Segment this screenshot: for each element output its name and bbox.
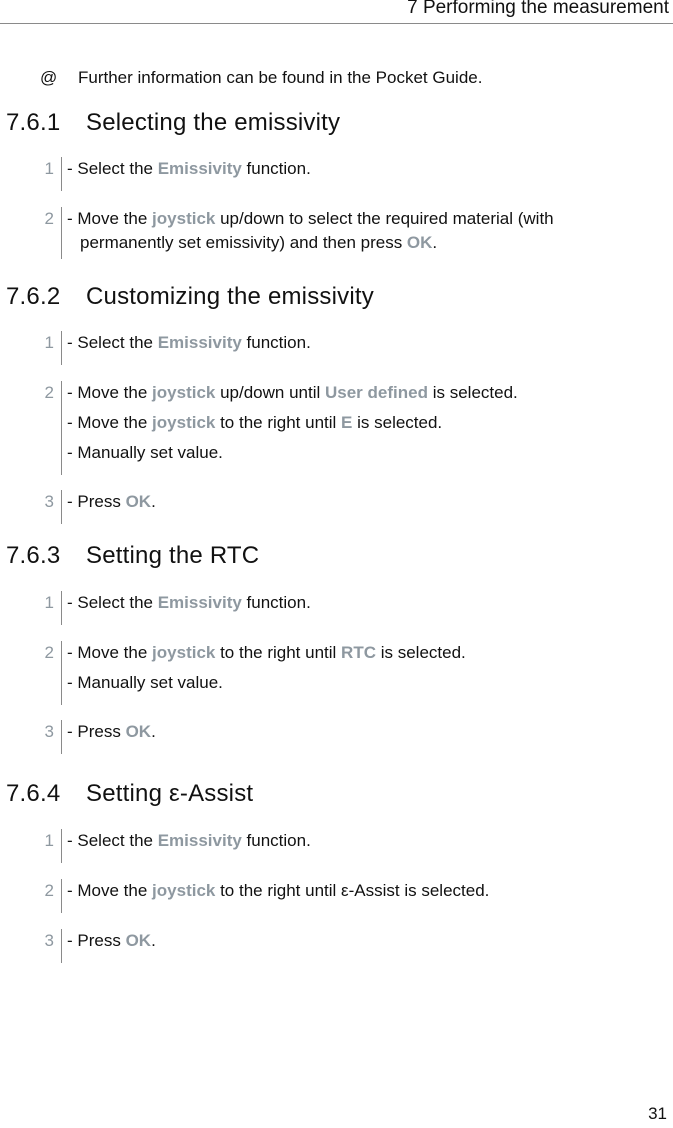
step-line bbox=[67, 207, 660, 231]
page-number: 31 bbox=[648, 1104, 667, 1123]
step-text: function. bbox=[241, 333, 311, 352]
step bbox=[40, 331, 660, 365]
step-divider bbox=[61, 381, 62, 475]
step-text: . bbox=[151, 931, 156, 950]
step-number: 2 bbox=[44, 209, 54, 228]
step-number: 3 bbox=[44, 931, 54, 950]
step bbox=[40, 207, 660, 259]
ui-keyword: OK bbox=[125, 492, 152, 511]
running-header-title: 7 Performing the measurement bbox=[407, 0, 669, 18]
step-divider bbox=[61, 879, 62, 913]
step-line bbox=[67, 231, 660, 255]
step-line bbox=[67, 411, 660, 435]
step bbox=[40, 157, 660, 191]
step-lines bbox=[67, 591, 660, 615]
step-number: 1 bbox=[44, 831, 54, 850]
section-title: Setting ε-Assist bbox=[86, 780, 254, 807]
step-number: 3 bbox=[44, 722, 54, 741]
step bbox=[40, 490, 660, 524]
ui-keyword: Emissivity bbox=[157, 593, 242, 612]
ui-keyword: Emissivity bbox=[157, 831, 242, 850]
info-note-text: Further information can be found in the Pocket Guide. bbox=[78, 68, 483, 87]
ui-keyword: joystick bbox=[152, 881, 216, 900]
step-line bbox=[67, 929, 660, 953]
info-note bbox=[40, 67, 482, 89]
step-number: 2 bbox=[44, 643, 54, 662]
step-text: - Press bbox=[67, 492, 126, 511]
step-number: 1 bbox=[44, 593, 54, 612]
step-line bbox=[67, 591, 660, 615]
step-line bbox=[67, 671, 660, 695]
ui-keyword: OK bbox=[125, 931, 152, 950]
step-number: 2 bbox=[44, 881, 54, 900]
step-text: up/down until bbox=[215, 383, 325, 402]
step-divider bbox=[61, 720, 62, 754]
step-text: - Move the bbox=[67, 881, 153, 900]
ui-keyword: joystick bbox=[152, 643, 216, 662]
step-lines bbox=[67, 879, 660, 903]
step-text: . bbox=[151, 492, 156, 511]
step-text: - Manually set value. bbox=[67, 673, 223, 692]
section-number: 7.6.4 bbox=[6, 780, 61, 807]
step-text: - Move the bbox=[67, 413, 153, 432]
section-heading bbox=[6, 779, 253, 809]
ui-keyword: Emissivity bbox=[157, 333, 242, 352]
step-number: 3 bbox=[44, 492, 54, 511]
step-text: - Select the bbox=[67, 159, 158, 178]
step-divider bbox=[61, 829, 62, 863]
step-line bbox=[67, 829, 660, 853]
step bbox=[40, 641, 660, 705]
running-header bbox=[0, 0, 673, 24]
step-text: function. bbox=[241, 159, 311, 178]
ui-keyword: E bbox=[341, 413, 353, 432]
ui-keyword: OK bbox=[406, 233, 433, 252]
step-text: up/down to select the required material (with bbox=[215, 209, 554, 228]
step bbox=[40, 879, 660, 913]
step bbox=[40, 829, 660, 863]
step-line bbox=[67, 331, 660, 355]
step-line bbox=[67, 381, 660, 405]
section-number: 7.6.3 bbox=[6, 542, 61, 569]
at-icon: @ bbox=[40, 68, 58, 87]
step-number: 2 bbox=[44, 383, 54, 402]
step-text: to the right until ε-Assist is selected. bbox=[215, 881, 490, 900]
step-lines bbox=[67, 929, 660, 953]
step-line bbox=[67, 879, 660, 903]
step-text: is selected. bbox=[376, 643, 466, 662]
section-heading bbox=[6, 108, 340, 138]
step bbox=[40, 591, 660, 625]
step-lines bbox=[67, 381, 660, 465]
section-number: 7.6.2 bbox=[6, 283, 61, 310]
step-lines bbox=[67, 641, 660, 695]
ui-keyword: Emissivity bbox=[157, 159, 242, 178]
section-number: 7.6.1 bbox=[6, 109, 61, 136]
step-number: 1 bbox=[44, 159, 54, 178]
step-text: . bbox=[432, 233, 438, 252]
step-lines bbox=[67, 829, 660, 853]
step-text: is selected. bbox=[352, 413, 443, 432]
step-lines bbox=[67, 720, 660, 744]
step-text: to the right until bbox=[215, 643, 342, 662]
ui-keyword: User defined bbox=[325, 383, 428, 402]
step-divider bbox=[61, 207, 62, 259]
step-text: - Select the bbox=[67, 831, 158, 850]
step-divider bbox=[61, 591, 62, 625]
step-divider bbox=[61, 641, 62, 705]
step-divider bbox=[61, 929, 62, 963]
step-lines bbox=[67, 331, 660, 355]
step-text: - Manually set value. bbox=[67, 443, 223, 462]
step-text: - Press bbox=[67, 931, 126, 950]
ui-keyword: joystick bbox=[152, 209, 216, 228]
ui-keyword: OK bbox=[125, 722, 152, 741]
step-lines bbox=[67, 207, 660, 255]
step-lines bbox=[67, 157, 660, 181]
step-lines bbox=[67, 490, 660, 514]
step-line bbox=[67, 441, 660, 465]
step-line bbox=[67, 157, 660, 181]
section-heading bbox=[6, 541, 259, 571]
section-title: Selecting the emissivity bbox=[86, 109, 341, 136]
step-line bbox=[67, 720, 660, 744]
step-text: is selected. bbox=[427, 383, 518, 402]
step-text: - Press bbox=[67, 722, 126, 741]
step-text: . bbox=[151, 722, 156, 741]
step-number: 1 bbox=[44, 333, 54, 352]
step-text: - Move the bbox=[67, 643, 153, 662]
step-text: to the right until bbox=[215, 413, 342, 432]
step-text: permanently set emissivity) and then press bbox=[80, 233, 407, 252]
step bbox=[40, 381, 660, 475]
step-text: - Select the bbox=[67, 593, 158, 612]
step-text: - Move the bbox=[67, 209, 153, 228]
step-text: function. bbox=[241, 593, 311, 612]
ui-keyword: RTC bbox=[341, 643, 376, 662]
ui-keyword: joystick bbox=[152, 413, 216, 432]
section-title: Setting the RTC bbox=[86, 542, 260, 569]
step-text: function. bbox=[241, 831, 311, 850]
step-line bbox=[67, 641, 660, 665]
step-divider bbox=[61, 331, 62, 365]
step bbox=[40, 929, 660, 963]
step-text: - Move the bbox=[67, 383, 153, 402]
ui-keyword: joystick bbox=[152, 383, 216, 402]
step-text: - Select the bbox=[67, 333, 158, 352]
section-title: Customizing the emissivity bbox=[86, 283, 374, 310]
step-line bbox=[67, 490, 660, 514]
section-heading bbox=[6, 282, 374, 312]
step-divider bbox=[61, 157, 62, 191]
step bbox=[40, 720, 660, 754]
step-divider bbox=[61, 490, 62, 524]
